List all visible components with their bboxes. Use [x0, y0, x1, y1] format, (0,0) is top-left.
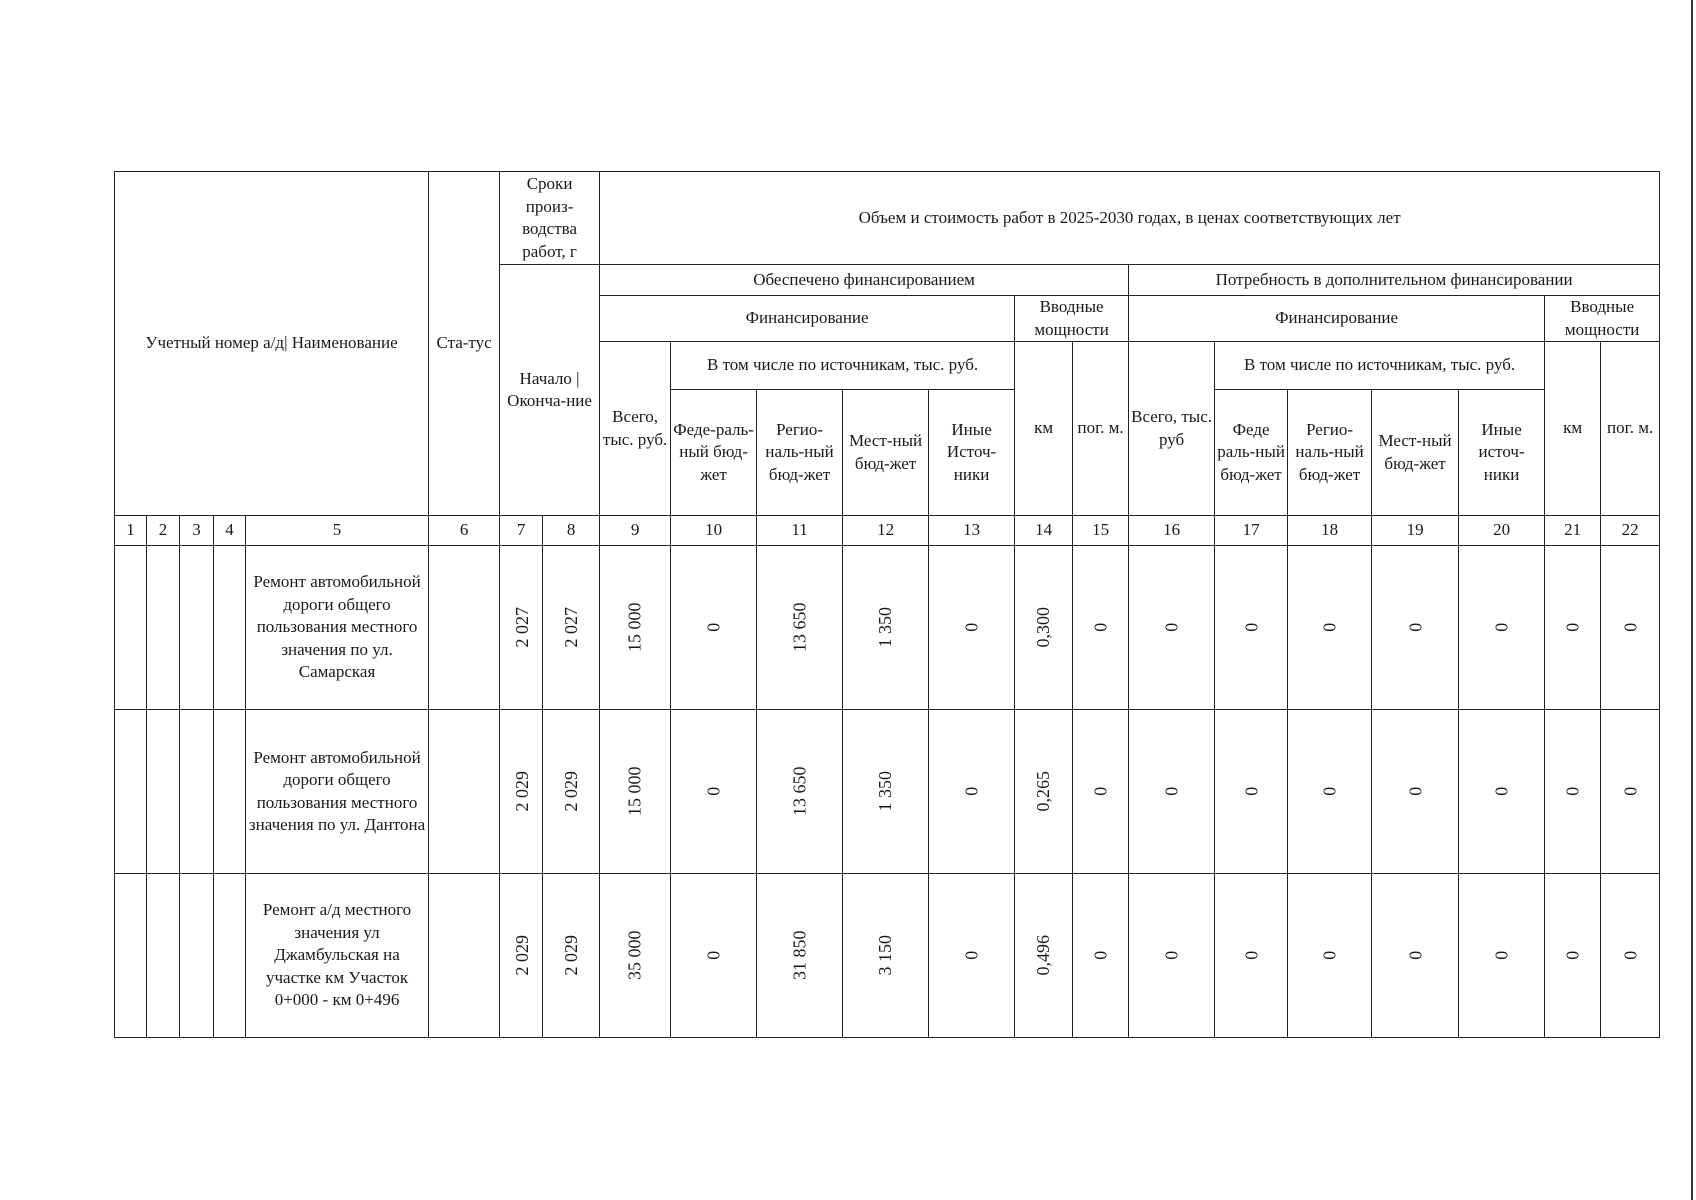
regional-secured-value: 13 650	[789, 766, 810, 816]
federal-secured-value: 0	[703, 950, 724, 960]
local-need	[1372, 710, 1459, 874]
pm-secured-value: 0	[1090, 950, 1111, 960]
status-cell	[429, 546, 500, 710]
header-name-column: Учетный номер а/д| Наименование	[115, 172, 429, 516]
regional-need	[1288, 710, 1372, 874]
federal-secured-value: 0	[703, 622, 724, 632]
header-capacity-need: Вводные мощности	[1545, 296, 1660, 342]
column-number-row	[115, 516, 1660, 546]
column-number: 7	[500, 516, 543, 546]
federal-need-value: 0	[1240, 786, 1261, 796]
header-total-secured: Всего, тыс. руб.	[600, 342, 671, 516]
page-right-border	[1691, 0, 1693, 1200]
regional-secured	[757, 546, 843, 710]
pm-need	[1601, 874, 1660, 1038]
other-secured	[929, 710, 1015, 874]
regional-secured-value: 31 850	[789, 930, 810, 980]
start-year	[500, 874, 543, 1038]
start-year	[500, 710, 543, 874]
header-total-need: Всего, тыс. руб	[1129, 342, 1215, 516]
road-works-table	[114, 171, 1660, 1038]
column-number: 11	[757, 516, 843, 546]
column-number: 20	[1459, 516, 1545, 546]
other-need-value: 0	[1491, 622, 1512, 632]
cell-3	[180, 546, 214, 710]
header-local-need: Мест-ный бюд-жет	[1372, 390, 1459, 516]
other-need	[1459, 710, 1545, 874]
local-need-value: 0	[1404, 622, 1425, 632]
km-secured-value: 0,265	[1033, 770, 1054, 812]
total-need-value: 0	[1161, 786, 1182, 796]
regional-need-value: 0	[1319, 950, 1340, 960]
total-secured	[600, 874, 671, 1038]
total-secured	[600, 546, 671, 710]
end-year-value: 2 027	[560, 606, 581, 648]
pm-secured	[1073, 710, 1129, 874]
start-year-value: 2 029	[512, 934, 533, 976]
header-pm-secured: пог. м.	[1073, 342, 1129, 516]
other-need	[1459, 546, 1545, 710]
regional-secured-value: 13 650	[789, 602, 810, 652]
regional-need-value: 0	[1319, 786, 1340, 796]
column-number: 17	[1215, 516, 1288, 546]
total-need-value: 0	[1161, 950, 1182, 960]
km-secured	[1015, 546, 1073, 710]
km-need	[1545, 710, 1601, 874]
header-secured-financing: Обеспечено финансированием	[600, 265, 1129, 296]
federal-secured	[671, 710, 757, 874]
other-need-value: 0	[1491, 950, 1512, 960]
column-number: 21	[1545, 516, 1601, 546]
header-by-sources-secured: В том числе по источникам, тыс. руб.	[671, 342, 1015, 390]
cell-3	[180, 710, 214, 874]
other-secured	[929, 546, 1015, 710]
header-federal-secured: Феде-раль-ный бюд-жет	[671, 390, 757, 516]
cell-2	[147, 710, 180, 874]
column-number: 5	[246, 516, 429, 546]
end-year-value: 2 029	[560, 770, 581, 812]
local-secured	[843, 874, 929, 1038]
local-need-value: 0	[1404, 950, 1425, 960]
status-cell	[429, 710, 500, 874]
header-status-column: Ста-тус	[429, 172, 500, 516]
table-row	[115, 546, 1660, 710]
local-secured	[843, 710, 929, 874]
header-volume: Объем и стоимость работ в 2025-2030 годах, в ценах соответствующих лет	[600, 172, 1660, 265]
other-secured	[929, 874, 1015, 1038]
column-number: 14	[1015, 516, 1073, 546]
cell-2	[147, 546, 180, 710]
end-year	[543, 546, 600, 710]
table-row	[115, 874, 1660, 1038]
km-need-value: 0	[1562, 786, 1583, 796]
end-year-value: 2 029	[560, 934, 581, 976]
regional-secured	[757, 874, 843, 1038]
other-need	[1459, 874, 1545, 1038]
federal-need-value: 0	[1240, 950, 1261, 960]
column-number: 13	[929, 516, 1015, 546]
federal-need	[1215, 710, 1288, 874]
header-other-need: Иные источ-ники	[1459, 390, 1545, 516]
km-need	[1545, 874, 1601, 1038]
pm-secured-value: 0	[1090, 786, 1111, 796]
total-need	[1129, 874, 1215, 1038]
header-terms: Сроки произ-водства работ, г	[500, 172, 600, 265]
federal-secured	[671, 874, 757, 1038]
column-number: 8	[543, 516, 600, 546]
road-name: Ремонт автомобильной дороги общего пользования местного значения по ул. Самарская	[246, 546, 429, 710]
total-need	[1129, 546, 1215, 710]
cell-1	[115, 710, 147, 874]
header-by-sources-need: В том числе по источникам, тыс. руб.	[1215, 342, 1545, 390]
cell-3	[180, 874, 214, 1038]
km-secured	[1015, 874, 1073, 1038]
table-row	[115, 710, 1660, 874]
other-secured-value: 0	[961, 622, 982, 632]
header-local-secured: Мест-ный бюд-жет	[843, 390, 929, 516]
cell-2	[147, 874, 180, 1038]
column-number: 19	[1372, 516, 1459, 546]
end-year	[543, 874, 600, 1038]
total-secured-value: 35 000	[624, 930, 645, 980]
column-number: 22	[1601, 516, 1660, 546]
column-number: 2	[147, 516, 180, 546]
local-secured-value: 1 350	[875, 606, 896, 648]
header-financing-need: Финансирование	[1129, 296, 1545, 342]
header-regional-secured: Регио-наль-ный бюд-жет	[757, 390, 843, 516]
pm-need-value: 0	[1619, 950, 1640, 960]
column-number: 12	[843, 516, 929, 546]
federal-need	[1215, 546, 1288, 710]
total-need-value: 0	[1161, 622, 1182, 632]
column-number: 4	[214, 516, 246, 546]
status-cell	[429, 874, 500, 1038]
regional-secured	[757, 710, 843, 874]
column-number: 15	[1073, 516, 1129, 546]
header-additional-financing-need: Потребность в дополнительном финансировании	[1129, 265, 1660, 296]
end-year	[543, 710, 600, 874]
pm-need-value: 0	[1619, 786, 1640, 796]
total-secured	[600, 710, 671, 874]
federal-secured-value: 0	[703, 786, 724, 796]
pm-need	[1601, 710, 1660, 874]
other-secured-value: 0	[961, 950, 982, 960]
start-year	[500, 546, 543, 710]
header-pm-need: пог. м.	[1601, 342, 1660, 516]
federal-need-value: 0	[1240, 622, 1261, 632]
start-year-value: 2 029	[512, 770, 533, 812]
local-secured-value: 1 350	[875, 770, 896, 812]
total-need	[1129, 710, 1215, 874]
road-name: Ремонт а/д местного значения ул Джамбульская на участке км Участок 0+000 - км 0+496	[246, 874, 429, 1038]
federal-need	[1215, 874, 1288, 1038]
local-need	[1372, 546, 1459, 710]
cell-4	[214, 874, 246, 1038]
column-number: 10	[671, 516, 757, 546]
regional-need-value: 0	[1319, 622, 1340, 632]
header-start-end: Начало | Оконча-ние	[500, 265, 600, 516]
cell-1	[115, 546, 147, 710]
start-year-value: 2 027	[512, 606, 533, 648]
pm-secured	[1073, 874, 1129, 1038]
other-need-value: 0	[1491, 786, 1512, 796]
header-federal-need: Феде раль-ный бюд-жет	[1215, 390, 1288, 516]
cell-4	[214, 710, 246, 874]
local-secured	[843, 546, 929, 710]
header-capacity-secured: Вводные мощности	[1015, 296, 1129, 342]
cell-4	[214, 546, 246, 710]
pm-need-value: 0	[1619, 622, 1640, 632]
pm-secured	[1073, 546, 1129, 710]
km-secured-value: 0,496	[1033, 934, 1054, 976]
header-financing-secured: Финансирование	[600, 296, 1015, 342]
column-number: 6	[429, 516, 500, 546]
other-secured-value: 0	[961, 786, 982, 796]
total-secured-value: 15 000	[624, 602, 645, 652]
header-km-need: км	[1545, 342, 1601, 516]
local-need-value: 0	[1404, 786, 1425, 796]
pm-secured-value: 0	[1090, 622, 1111, 632]
km-secured-value: 0,300	[1033, 606, 1054, 648]
regional-need	[1288, 546, 1372, 710]
column-number: 9	[600, 516, 671, 546]
km-need	[1545, 546, 1601, 710]
km-need-value: 0	[1562, 622, 1583, 632]
local-need	[1372, 874, 1459, 1038]
column-number: 3	[180, 516, 214, 546]
column-number: 1	[115, 516, 147, 546]
column-number: 16	[1129, 516, 1215, 546]
federal-secured	[671, 546, 757, 710]
cell-1	[115, 874, 147, 1038]
total-secured-value: 15 000	[624, 766, 645, 816]
road-name: Ремонт автомобильной дороги общего пользования местного значения по ул. Дантона	[246, 710, 429, 874]
header-regional-need: Регио-наль-ный бюд-жет	[1288, 390, 1372, 516]
regional-need	[1288, 874, 1372, 1038]
header-km-secured: км	[1015, 342, 1073, 516]
local-secured-value: 3 150	[875, 934, 896, 976]
km-need-value: 0	[1562, 950, 1583, 960]
column-number: 18	[1288, 516, 1372, 546]
pm-need	[1601, 546, 1660, 710]
km-secured	[1015, 710, 1073, 874]
header-other-secured: Иные Источ-ники	[929, 390, 1015, 516]
